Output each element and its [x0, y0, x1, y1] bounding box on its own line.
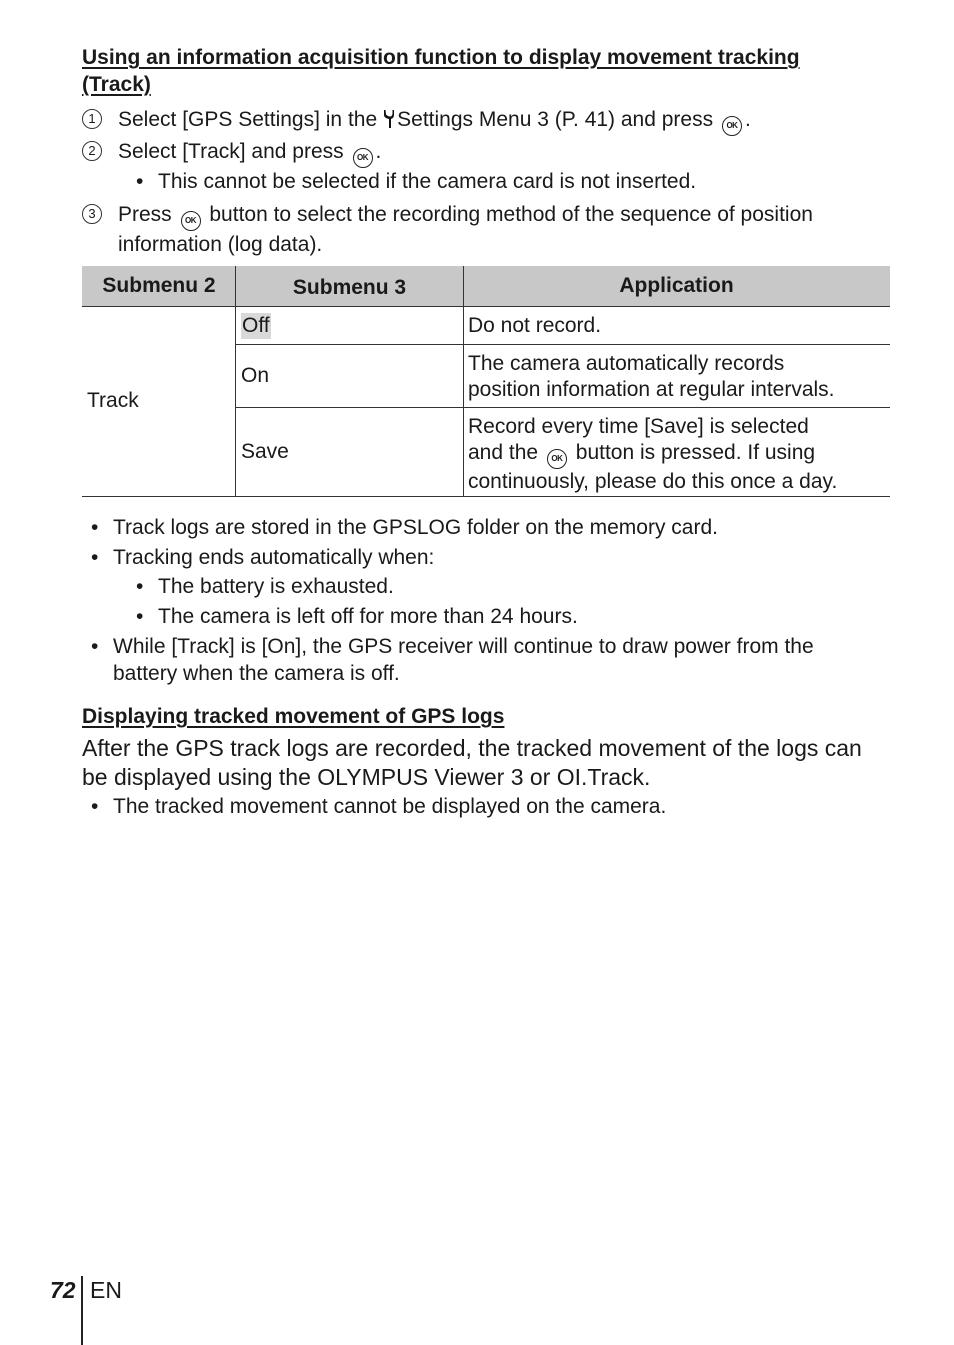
step-text: . [744, 108, 751, 131]
application-line: Record every time [Save] is selected [468, 415, 809, 438]
ok-button-icon: OK [547, 449, 567, 469]
step-number: 3 [82, 204, 102, 224]
step-text: button to select the recording method of the sequence of position information (log data). [118, 203, 813, 256]
language-code: EN [90, 1277, 122, 1303]
step-number: 2 [82, 141, 102, 161]
table-rule [236, 407, 890, 408]
application-line: The camera automatically records [468, 352, 785, 375]
manual-page: Using an information acquisition function to display movement tracking (Track) 1 Select [GPS Settings] in the Settings Menu 3 (P. 41) and press OK . 2 Select [Track] and press OK . • This cannot be selected if the camera card is not inserted. 3 Press OK button to select the recording method of the sequence of position information (log data). Submenu 2 Submenu 3 Application Track Off Do not record. On The camera automatically records position information at regular intervals. Save Record every time [Save] is selected and the OK button is pressed. If using continuously, please do this once a day. • Track logs are stored in the GPSLOG folder on the memory card. • Tracking ends automatically when: • The battery is exhausted. • The camera is left off for more than 24 hours. • While [Track] is [On], the GPS receiver will continue to draw power from the battery when the camera is off. Displaying tracked movement of GPS logs After the GPS track logs are recorded, the tracked movement of the logs can be displayed using the OLYMPUS Viewer 3 or OI.Track. • The tracked movement cannot be displayed on the camera. 72 EN [0, 0, 954, 1345]
step-text: . [375, 140, 382, 163]
section-heading: Using an information acquisition function to display movement tracking (Track) [82, 46, 800, 96]
application-line: and the OK button is pressed. If using [468, 440, 837, 469]
body-paragraph: After the GPS track logs are recorded, the tracked movement of the logs can be displayed using the OLYMPUS Viewer 3 or OI.Track. [82, 735, 862, 790]
cell-application-on [468, 351, 835, 403]
table-header-application: Application [463, 266, 890, 306]
cell-submenu3-off: Off [242, 314, 270, 337]
page-number: 72 [50, 1277, 76, 1303]
note-text: This cannot be selected if the camera card is not inserted. [158, 170, 697, 193]
table-rule [235, 266, 236, 497]
table-rule [82, 306, 890, 307]
table-rule [463, 266, 464, 497]
ok-button-icon: OK [353, 148, 373, 168]
track-settings-table [82, 266, 890, 497]
wrench-icon [383, 109, 395, 129]
table-header-submenu3: Submenu 3 [236, 266, 463, 306]
cell-submenu2-track: Track [87, 389, 139, 412]
table-header-submenu2: Submenu 2 [82, 266, 236, 306]
step-text: Settings Menu 3 (P. 41) and press [397, 108, 714, 131]
application-line: continuously, please do this once a day. [468, 470, 838, 493]
cell-submenu3-save: Save [241, 440, 289, 463]
subsection-heading: Displaying tracked movement of GPS logs [82, 705, 505, 728]
step-text: Select [GPS Settings] in the [118, 108, 378, 131]
cell-application-off: Do not record. [468, 314, 602, 337]
ok-button-icon: OK [722, 116, 742, 136]
table-rule [82, 496, 890, 497]
step-number: 1 [82, 109, 102, 129]
step-text: Press [118, 203, 172, 226]
cell-submenu3-on: On [241, 364, 270, 387]
ok-button-icon: OK [181, 211, 201, 231]
table-rule [236, 344, 890, 345]
step-text: Select [Track] and press [118, 140, 344, 163]
footer-divider [81, 1276, 83, 1345]
cell-application-save [468, 414, 837, 495]
application-line: position information at regular intervals. [468, 378, 835, 401]
